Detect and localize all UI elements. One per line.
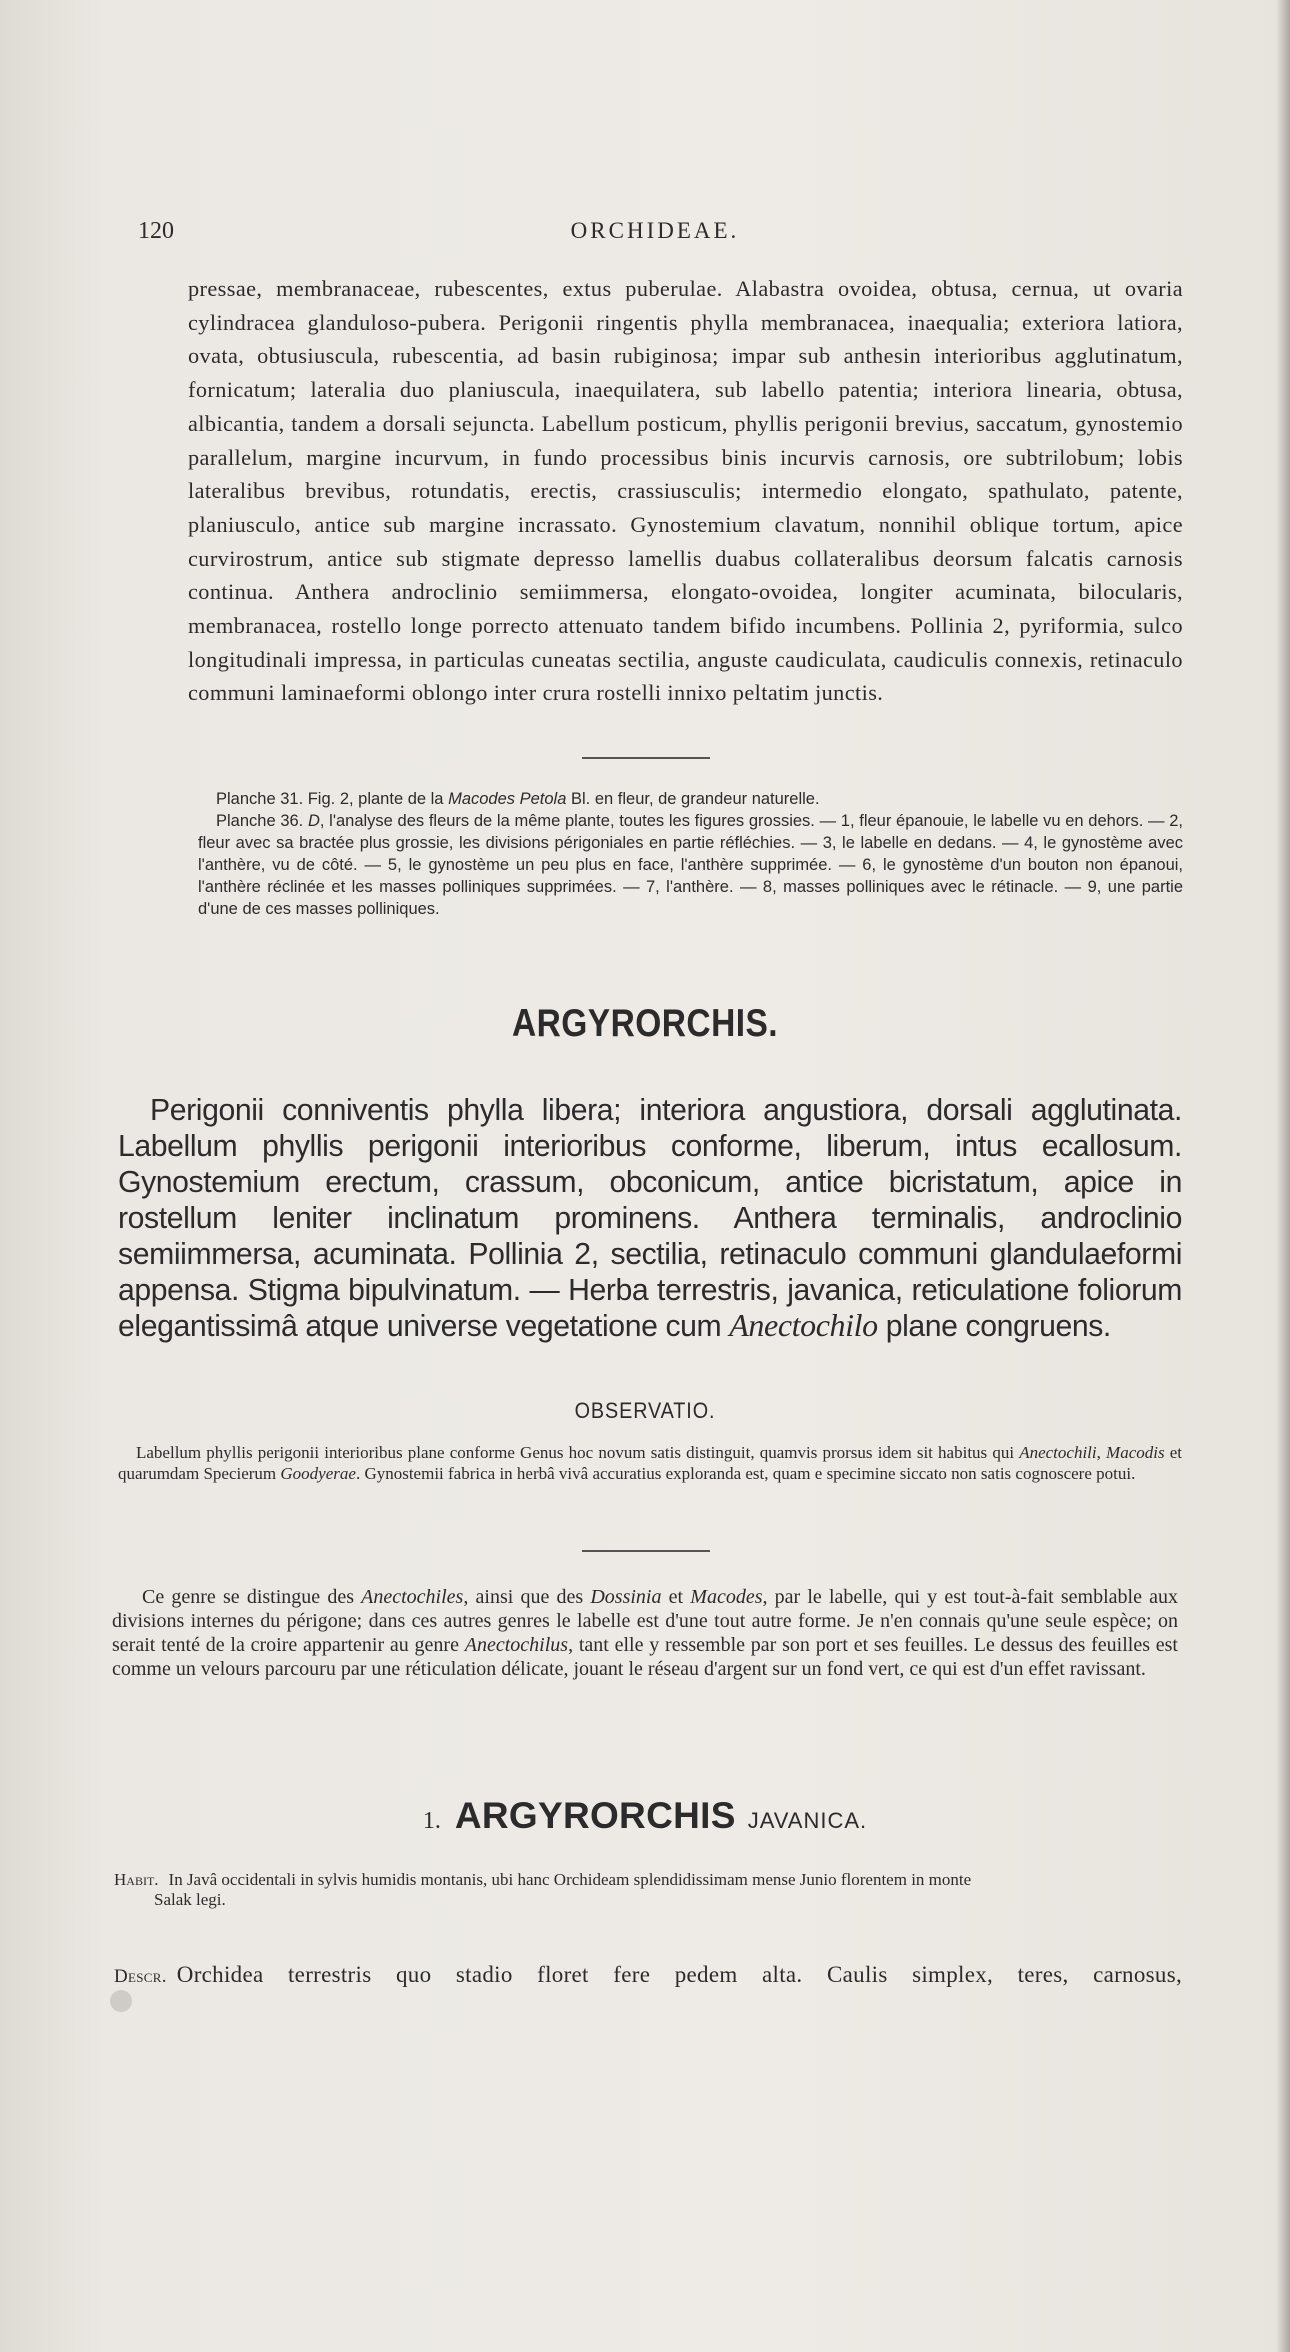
descriptio-label: Descr. (114, 1966, 167, 1987)
habitat-text: In Javâ occidentali in sylvis humidis montanis, ubi hanc Orchideam splendidissimam mense Junio florentem in monte (168, 1870, 972, 1889)
paper-blemish (110, 1990, 132, 2012)
genus-description: Perigonii conniventis phylla libera; interiora angustiora, dorsali agglutinata. Labellum phyllis perigonii interioribus conforme, liberum, intus ecallosum. Gynostemium erectum, crassum, obconicum, antice bicristatum, apice in rostellum leniter inclinatum prominens. Anthera terminalis, androclinio semiimmersa, acuminata. Pollinia 2, sectilia, retinaculo communi glandulaeformi appensa. Stigma bipulvinatum. — Herba terrestris, javanica, reticulatione foliorum elegantissimâ atque universe vegetatione cum Anectochilo plane congruens. (118, 1094, 1182, 1344)
page-edge-shadow (1276, 0, 1290, 2352)
descriptio-entry (114, 1960, 1182, 1992)
genus-title: ARGYRORCHIS. (511, 1002, 779, 1045)
observatio-heading: OBSERVATIO. (574, 1398, 716, 1423)
plate-caption-31: Planche 31. Fig. 2, plante de la Macodes Petola Bl. en fleur, de grandeur naturelle. (216, 790, 820, 808)
habitat-entry: Habit. In Javâ occidentali in sylvis humidis montanis, ubi hanc Orchideam splendidissimam mense Junio florentem in monte Salak legi. (114, 1870, 972, 1909)
french-note: Ce genre se distingue des Anectochiles, ainsi que des Dossinia et Macodes, par le labelle, qui y est tout-à-fait semblable aux divisions internes du périgone; dans ces autres genres le labelle est d'une tout autre forme. Je n'en connais qu'une seule espèce; on serait tenté de la croire appartenir au genre Anectochilus, tant elle y ressemble par son port et ses feuilles. Le dessus des feuilles est comme un velours parcouru par une réticulation délicate, jouant le réseau d'argent sur un fond vert, ce qui est d'un effet ravissant. (112, 1586, 1179, 1680)
species-number: 1. (422, 1808, 441, 1834)
species-epithet: JAVANICA. (747, 1808, 868, 1833)
genus-reference: Anectochilo (729, 1307, 878, 1344)
plate-captions (198, 788, 1183, 920)
observatio-text: Labellum phyllis perigonii interioribus plane conforme Genus hoc novum satis distinguit, quamvis prorsus idem sit habitus qui Anectochili, Macodis et quarumdam Specierum Goodyerae. Gynostemii fabrica in herbâ vivâ accuratius exploranda est, quam e specimine siccato non satis cognoscere potui. (118, 1443, 1182, 1483)
page-number: 120 (138, 218, 174, 244)
species-title (0, 1795, 1290, 1837)
running-header (120, 218, 1190, 248)
section-divider-2 (582, 1550, 710, 1552)
description-continued: pressae, membranaceae, rubescentes, extus puberulae. Alabastra ovoidea, obtusa, cernua, ut ovaria cylindracea glanduloso-pubera. Perigonii ringentis phylla membranacea, inaequalia; exteriora latiora, ovata, obtusiuscula, rubescentia, ad basin rubiginosa; impar sub anthesin interioribus agglutinatum, fornicatum; lateralia duo planiuscula, inaequilatera, sub labello patentia; interiora linearia, obtusa, albicantia, tandem a dorsali sejuncta. Labellum posticum, phyllis perigonii brevius, saccatum, gynostemio parallelum, margine incurvum, in fundo processibus binis incurvis carnosis, ore subtrilobum; lobis lateralibus brevibus, rotundatis, erectis, crassiusculis; intermedio elongato, spathulato, patente, planiusculo, antice sub margine incrassato. Gynostemium clavatum, nonnihil oblique tortum, apice curvirostrum, antice sub stigmate depresso lamellis duabus collateralibus deorsum falcatis carnosis continua. Anthera androclinio semiimmersa, elongato-ovoidea, longiter acuminata, bilocularis, membranacea, rostello longe porrecto attenuato tandem bifido incumbens. Pollinia 2, pyriformia, sulco longitudinali impressa, in particulas cuneatas sectilia, anguste caudiculata, caudiculis connexis, retinaculo communi laminaeformi oblongo inter crura rostelli innixo peltatim junctis. (188, 276, 1183, 706)
species-genus: ARGYRORCHIS (454, 1795, 736, 1836)
plate-caption-36: Planche 36. D, l'analyse des fleurs de la même plante, toutes les figures grossies. — 1, fleur épanouie, le labelle vu en dehors. — 2, fleur avec sa bractée plus grossie, les divisions périgoniales en partie réfléchies. — 3, le labelle en dedans. — 4, le gynostème avec l'anthère, vu de côté. — 5, le gynostème un peu plus en face, l'anthère supprimée. — 6, le gynostème d'un bouton non épanoui, l'anthère réclinée et les masses polliniques supprimées. — 7, l'anthère. — 8, masses polliniques avec le rétinacle. — 9, une partie d'une de ces masses polliniques. (198, 812, 1183, 918)
running-title: ORCHIDEAE. (570, 218, 740, 243)
species-name: Macodes Petola (448, 790, 567, 808)
descriptio-text: Orchidea terrestris quo stadio floret fere pedem alta. Caulis simplex, teres, carnosus, (176, 1962, 1182, 1987)
habitat-label: Habit. (114, 1870, 159, 1889)
section-divider (582, 757, 710, 759)
